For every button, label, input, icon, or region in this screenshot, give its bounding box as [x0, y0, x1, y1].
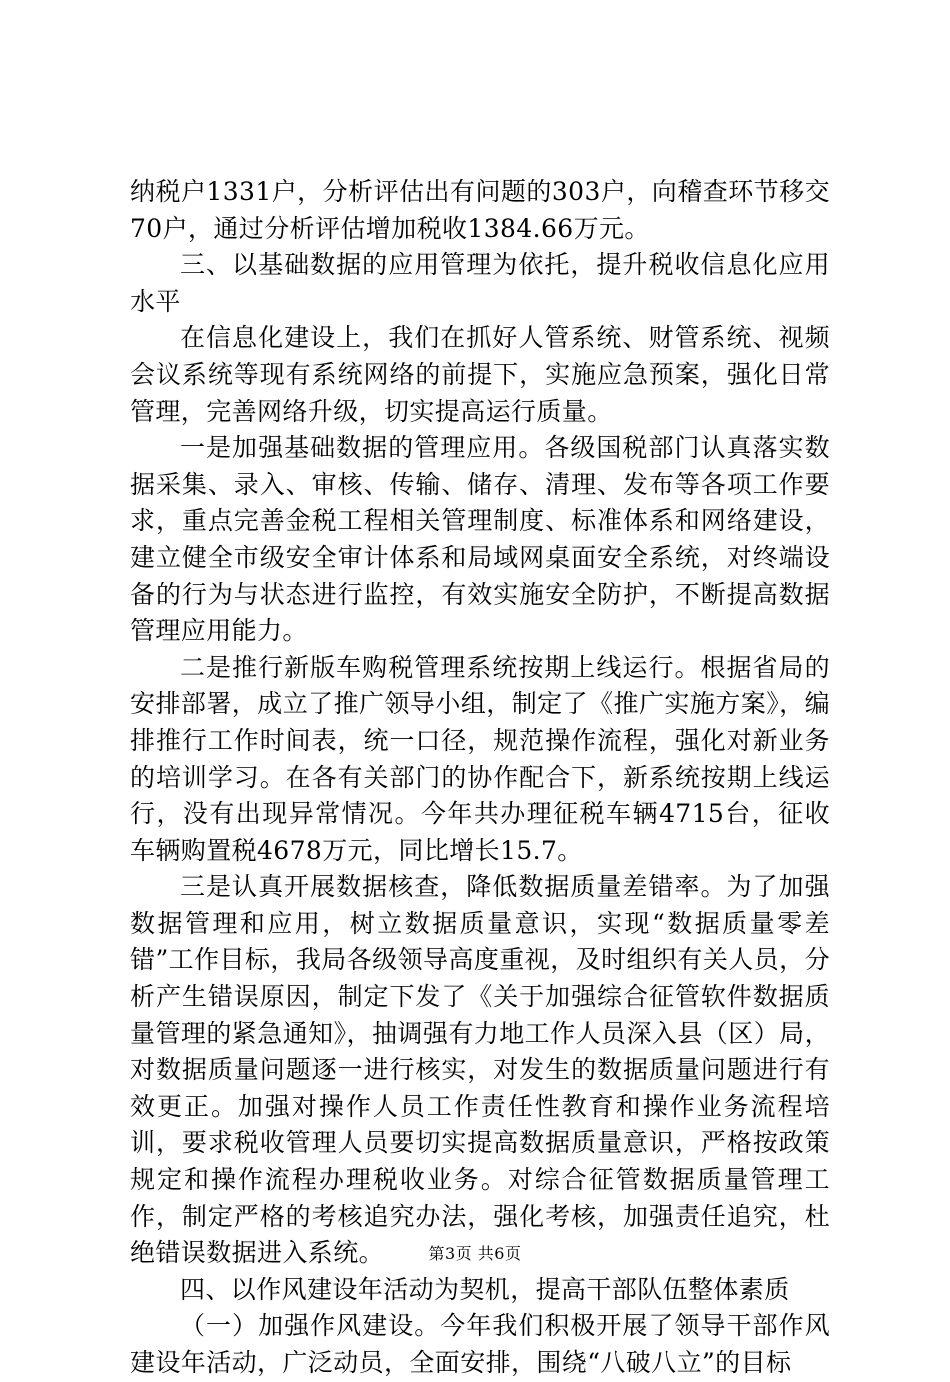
- page-footer: [0, 1243, 950, 1265]
- page-number: 第3页 共6页: [428, 1244, 522, 1263]
- paragraph: 三是认真开展数据核查，降低数据质量差错率。为了加强数据管理和应用，树立数据质量意识，实现“数据质量零差错”工作目标，我局各级领导高度重视，及时组织有关人员，分析产生错误原因，制定下发了《关于加强综合征管软件数据质量管理的紧急通知》，抽调强有力地工作人员深入县（区）局，对数据质量问题逐一进行核实，对发生的数据质量问题进行有效更正。加强对操作人员工作责任性教育和操作业务流程培训，要求税收管理人员要切实提高数据质量意识，严格按政策规定和操作流程办理税收业务。对综合征管数据质量管理工作，制定严格的考核追究办法，强化考核，加强责任追究，杜绝错误数据进入系统。: [130, 872, 830, 1268]
- paragraph: 二是推行新版车购税管理系统按期上线运行。根据省局的安排部署，成立了推广领导小组，制定了《推广实施方案》，编排推行工作时间表，统一口径，规范操作流程，强化对新业务的培训学习。在各有关部门的协作配合下，新系统按期上线运行，没有出现异常情况。今年共办理征税车辆4715台，征收车辆购置税4678万元，同比增长15.7。: [130, 652, 830, 865]
- document-body: [130, 174, 830, 1382]
- paragraph-continuation: 纳税户1331户，分析评估出有问题的303户，向稽查环节移交70户，通过分析评估增加税收1384.66万元。: [130, 177, 830, 243]
- paragraph: 一是加强基础数据的管理应用。各级国税部门认真落实数据采集、录入、审核、传输、储存、清理、发布等各项工作要求，重点完善金税工程相关管理制度、标准体系和网络建设，建立健全市级安全审计体系和局域网桌面安全系统，对终端设备的行为与状态进行监控，有效实施安全防护，不断提高数据管理应用能力。: [130, 433, 830, 646]
- paragraph: 在信息化建设上，我们在抓好人管系统、财管系统、视频会议系统等现有系统网络的前提下，实施应急预案，强化日常管理，完善网络升级，切实提高运行质量。: [130, 323, 830, 426]
- section-heading-4: 四、以作风建设年活动为契机，提高干部队伍整体素质: [180, 1274, 790, 1304]
- section-heading-3: 三、以基础数据的应用管理为依托，提升税收信息化应用水平: [130, 250, 830, 316]
- paragraph: （一）加强作风建设。今年我们积极开展了领导干部作风建设年活动，广泛动员，全面安排，围绕“八破八立”的目标: [130, 1311, 830, 1377]
